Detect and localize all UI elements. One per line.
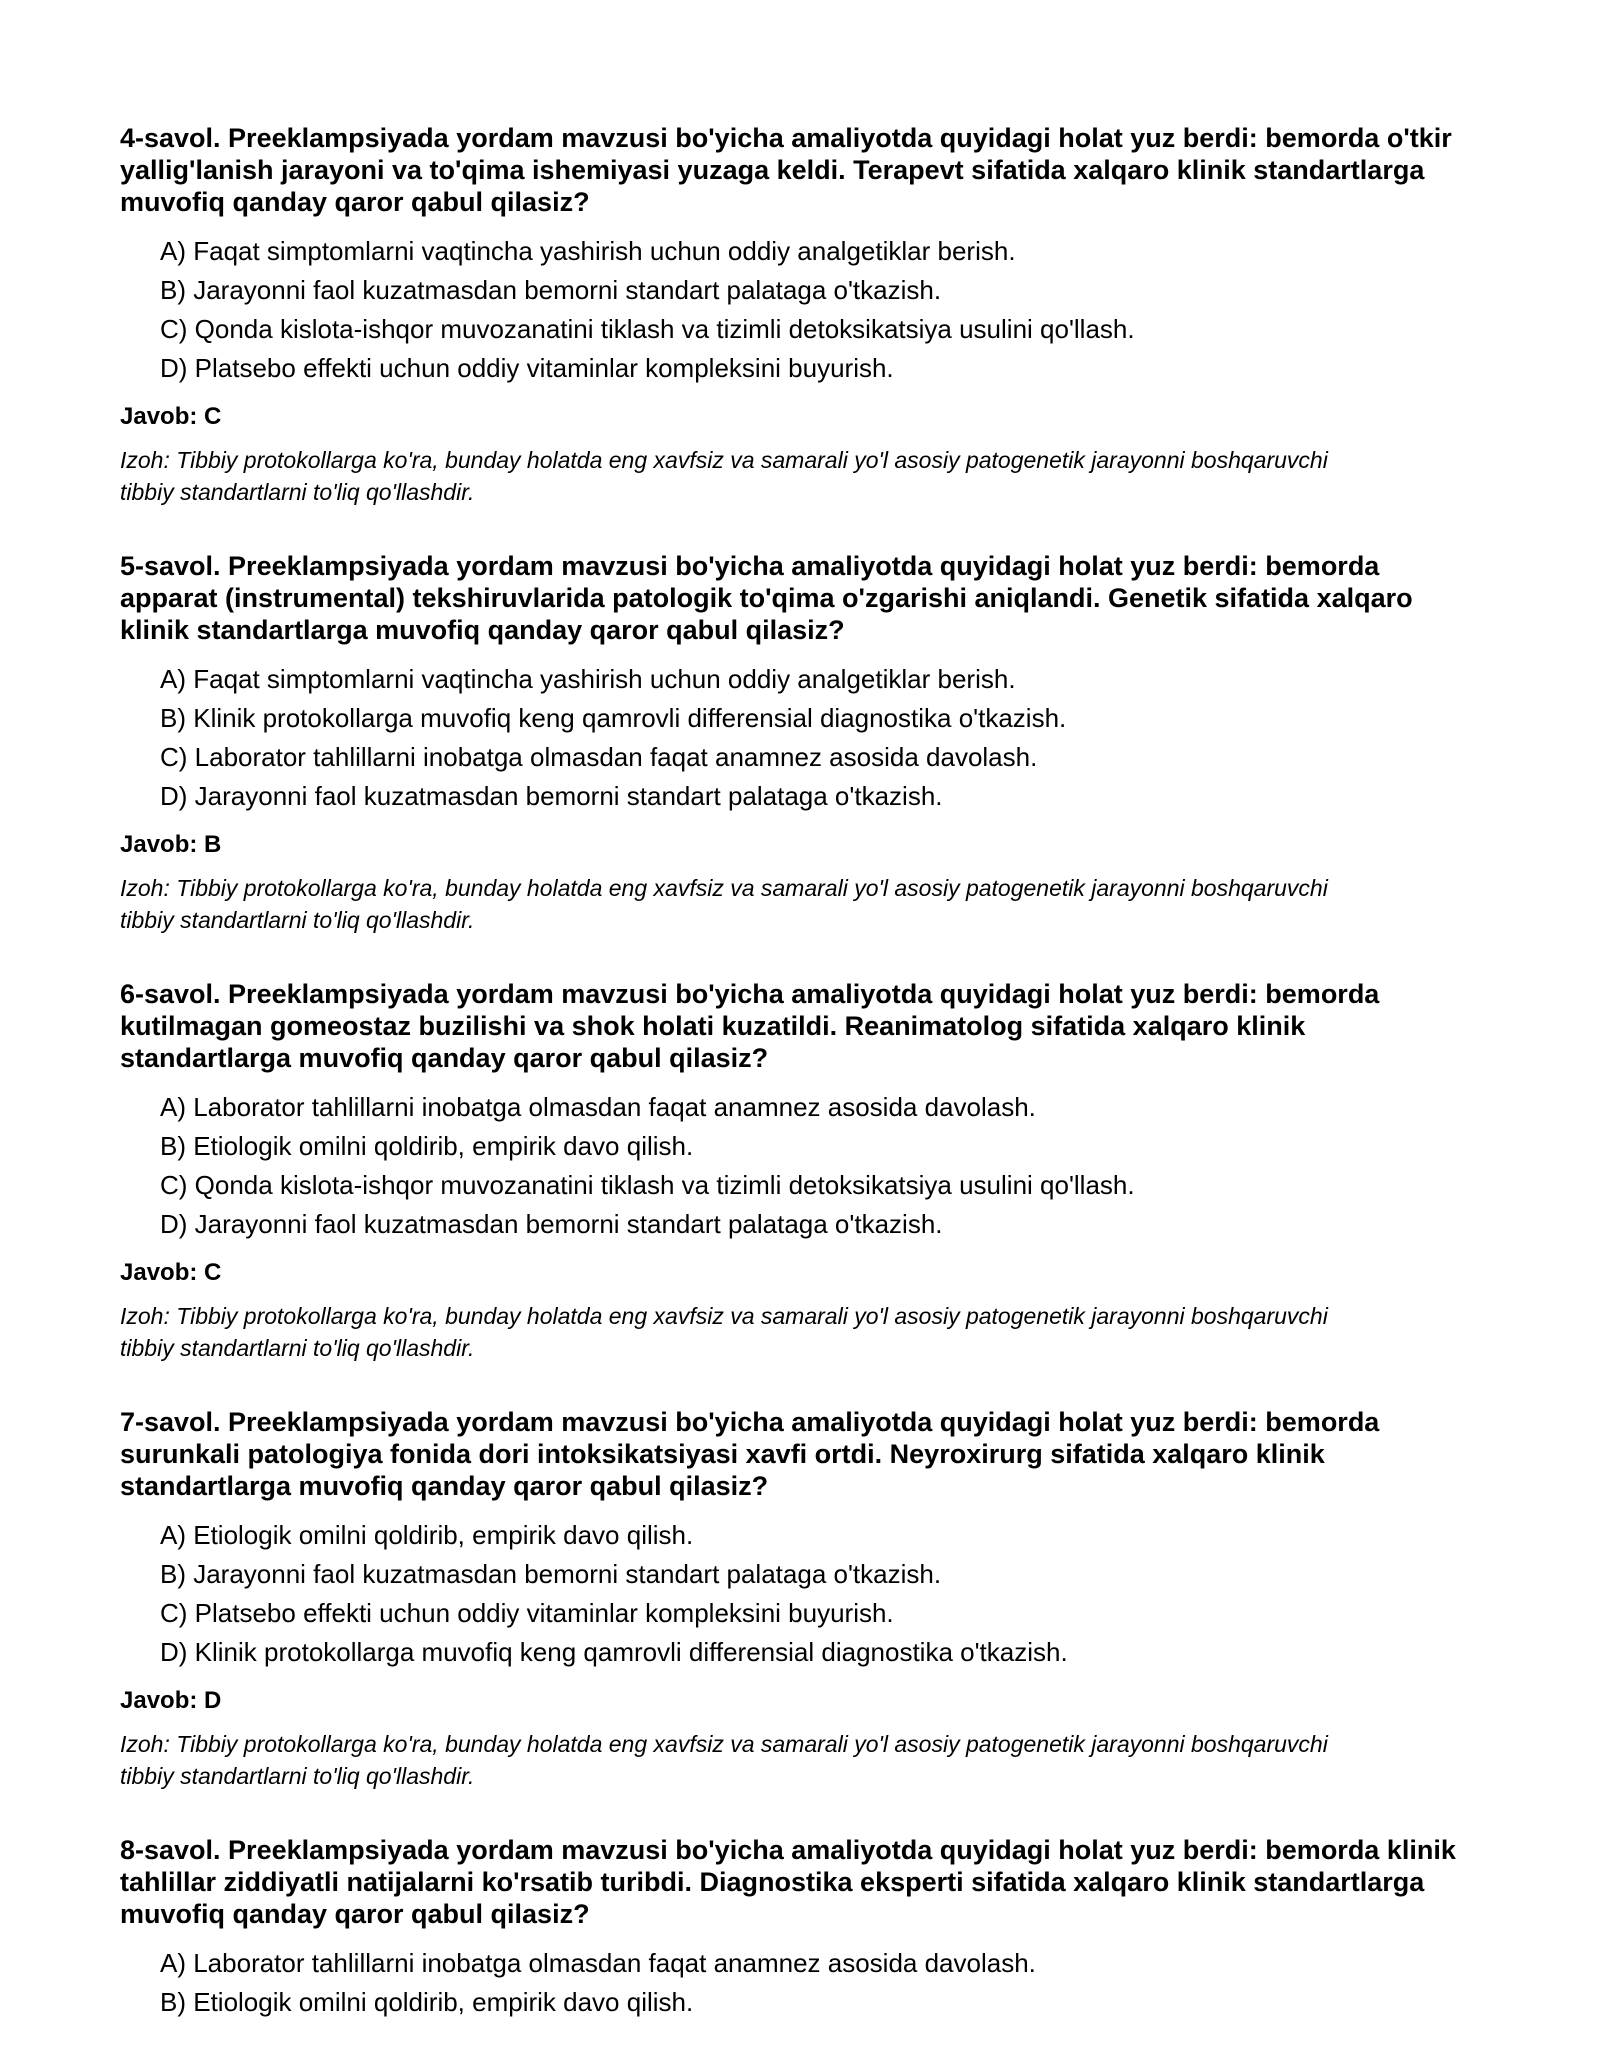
option-c: C) Laborator tahlillarni inobatga olmasdan faqat anamnez asosida davolash. [160,742,1038,772]
option-b: B) Jarayonni faol kuzatmasdan bemorni standart palataga o'tkazish. [160,275,942,305]
answer-line: Javob: C [120,403,222,430]
option-d: D) Jarayonni faol kuzatmasdan bemorni standart palataga o'tkazish. [160,1209,943,1239]
answer-line: Javob: D [120,1687,222,1714]
option-a: A) Laborator tahlillarni inobatga olmasdan faqat anamnez asosida davolash. [160,1092,1036,1122]
option-a: A) Etiologik omilni qoldirib, empirik davo qilish. [160,1520,694,1550]
explanation-note: Izoh: Tibbiy protokollarga ko'ra, bunday holatda eng xavfsiz va samarali yo'l asosiy patogenetik jarayonni boshqaruvchi tibbiy standartlarni to'liq qo'llashdir. [120,1731,1328,1789]
option-a: A) Faqat simptomlarni vaqtincha yashirish uchun oddiy analgetiklar berish. [160,664,1016,694]
question-text: 7-savol. Preeklampsiyada yordam mavzusi bo'yicha amaliyotda quyidagi holat yuz berdi: bemorda surunkali patologiya fonida dori intoksikatsiyasi xavfi ortdi. Neyroxirurg sifatida xalqaro klinik standartlarga muvofiq qanday qaror qabul qilasiz? [120,1407,1380,1501]
question-7 [120,1406,1480,1792]
question-text: 4-savol. Preeklampsiyada yordam mavzusi bo'yicha amaliyotda quyidagi holat yuz berdi: bemorda o'tkir yallig'lanish jarayoni va to'qima ishemiyasi yuzaga keldi. Terapevt sifatida xalqaro klinik standartlarga muvofiq qanday qaror qabul qilasiz? [120,123,1452,217]
question-5 [120,550,1480,936]
answer-line: Javob: B [120,831,222,858]
option-c: C) Platsebo effekti uchun oddiy vitaminlar kompleksini buyurish. [160,1598,894,1628]
options-list [120,1944,1480,2022]
option-b: B) Klinik protokollarga muvofiq keng qamrovli differensial diagnostika o'tkazish. [160,703,1067,733]
option-d: D) Jarayonni faol kuzatmasdan bemorni standart palataga o'tkazish. [160,781,943,811]
document-page [120,122,1480,2064]
options-list [120,1516,1480,1672]
explanation-note: Izoh: Tibbiy protokollarga ko'ra, bunday holatda eng xavfsiz va samarali yo'l asosiy patogenetik jarayonni boshqaruvchi tibbiy standartlarni to'liq qo'llashdir. [120,447,1328,505]
options-list [120,1088,1480,1244]
question-text: 6-savol. Preeklampsiyada yordam mavzusi bo'yicha amaliyotda quyidagi holat yuz berdi: bemorda kutilmagan gomeostaz buzilishi va shok holati kuzatildi. Reanimatolog sifatida xalqaro klinik standartlarga muvofiq qanday qaror qabul qilasiz? [120,979,1380,1073]
option-c: C) Qonda kislota-ishqor muvozanatini tiklash va tizimli detoksikatsiya usulini qo'llash. [160,1170,1135,1200]
explanation-note: Izoh: Tibbiy protokollarga ko'ra, bunday holatda eng xavfsiz va samarali yo'l asosiy patogenetik jarayonni boshqaruvchi tibbiy standartlarni to'liq qo'llashdir. [120,875,1328,933]
option-c: C) Qonda kislota-ishqor muvozanatini tiklash va tizimli detoksikatsiya usulini qo'llash. [160,314,1135,344]
options-list [120,232,1480,388]
option-a: A) Faqat simptomlarni vaqtincha yashirish uchun oddiy analgetiklar berish. [160,236,1016,266]
question-text: 5-savol. Preeklampsiyada yordam mavzusi bo'yicha amaliyotda quyidagi holat yuz berdi: bemorda apparat (instrumental) tekshiruvlarida patologik to'qima o'zgarishi aniqlandi. Genetik sifatida xalqaro klinik standartlarga muvofiq qanday qaror qabul qilasiz? [120,551,1413,645]
question-4 [120,122,1480,508]
question-6 [120,978,1480,1364]
options-list [120,660,1480,816]
option-b: B) Etiologik omilni qoldirib, empirik davo qilish. [160,1987,694,2017]
option-b: B) Jarayonni faol kuzatmasdan bemorni standart palataga o'tkazish. [160,1559,942,1589]
explanation-note: Izoh: Tibbiy protokollarga ko'ra, bunday holatda eng xavfsiz va samarali yo'l asosiy patogenetik jarayonni boshqaruvchi tibbiy standartlarni to'liq qo'llashdir. [120,1303,1328,1361]
option-d: D) Klinik protokollarga muvofiq keng qamrovli differensial diagnostika o'tkazish. [160,1637,1068,1667]
question-8 [120,1834,1480,2022]
answer-line: Javob: C [120,1259,222,1286]
option-d: D) Platsebo effekti uchun oddiy vitaminlar kompleksini buyurish. [160,353,894,383]
option-b: B) Etiologik omilni qoldirib, empirik davo qilish. [160,1131,694,1161]
option-a: A) Laborator tahlillarni inobatga olmasdan faqat anamnez asosida davolash. [160,1948,1036,1978]
question-text: 8-savol. Preeklampsiyada yordam mavzusi bo'yicha amaliyotda quyidagi holat yuz berdi: bemorda klinik tahlillar ziddiyatli natijalarni ko'rsatib turibdi. Diagnostika eksperti sifatida xalqaro klinik standartlarga muvofiq qanday qaror qabul qilasiz? [120,1835,1456,1929]
